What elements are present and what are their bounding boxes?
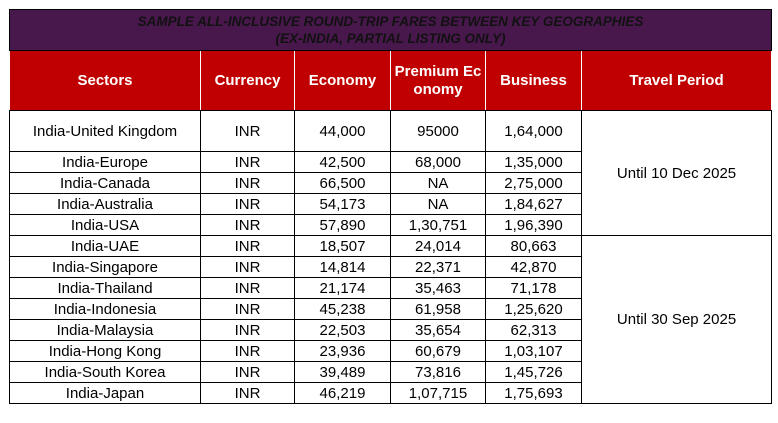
cell-business: 1,25,620 (486, 299, 582, 320)
table-row (10, 236, 772, 257)
cell-currency: INR (201, 278, 295, 299)
cell-economy: 44,000 (295, 111, 391, 152)
cell-premium-economy: 68,000 (391, 152, 486, 173)
cell-business: 1,64,000 (486, 111, 582, 152)
cell-sector: India-Indonesia (10, 299, 201, 320)
header-premium-economy: Premium Economy (391, 51, 486, 111)
cell-economy: 18,507 (295, 236, 391, 257)
cell-sector: India-UAE (10, 236, 201, 257)
cell-sector: India-Canada (10, 173, 201, 194)
cell-premium-economy: 1,30,751 (391, 215, 486, 236)
cell-premium-economy: NA (391, 173, 486, 194)
cell-currency: INR (201, 236, 295, 257)
cell-premium-economy: 95000 (391, 111, 486, 152)
cell-economy: 42,500 (295, 152, 391, 173)
cell-sector: India-Singapore (10, 257, 201, 278)
cell-business: 1,45,726 (486, 362, 582, 383)
header-business: Business (486, 51, 582, 111)
cell-sector: India-Hong Kong (10, 341, 201, 362)
cell-economy: 14,814 (295, 257, 391, 278)
cell-sector: India-USA (10, 215, 201, 236)
cell-business: 1,84,627 (486, 194, 582, 215)
table-title: SAMPLE ALL-INCLUSIVE ROUND-TRIP FARES BETWEEN KEY GEOGRAPHIES (137, 14, 644, 29)
cell-business: 62,313 (486, 320, 582, 341)
cell-premium-economy: 60,679 (391, 341, 486, 362)
cell-economy: 54,173 (295, 194, 391, 215)
cell-premium-economy: 73,816 (391, 362, 486, 383)
cell-economy: 57,890 (295, 215, 391, 236)
cell-premium-economy: 61,958 (391, 299, 486, 320)
cell-sector: India-Malaysia (10, 320, 201, 341)
cell-currency: INR (201, 152, 295, 173)
cell-travel-period: Until 10 Dec 2025 (582, 111, 772, 236)
header-sectors: Sectors (10, 51, 201, 111)
cell-currency: INR (201, 341, 295, 362)
cell-business: 80,663 (486, 236, 582, 257)
cell-currency: INR (201, 362, 295, 383)
fares-table (9, 9, 772, 404)
cell-currency: INR (201, 299, 295, 320)
cell-business: 1,35,000 (486, 152, 582, 173)
cell-economy: 22,503 (295, 320, 391, 341)
cell-travel-period: Until 30 Sep 2025 (582, 236, 772, 404)
table-subtitle: (EX-INDIA, PARTIAL LISTING ONLY) (275, 31, 506, 46)
cell-premium-economy: 22,371 (391, 257, 486, 278)
cell-business: 1,75,693 (486, 383, 582, 404)
cell-economy: 21,174 (295, 278, 391, 299)
cell-sector: India-Thailand (10, 278, 201, 299)
cell-currency: INR (201, 111, 295, 152)
cell-sector: India-Japan (10, 383, 201, 404)
cell-sector: India-Europe (10, 152, 201, 173)
cell-currency: INR (201, 383, 295, 404)
cell-economy: 46,219 (295, 383, 391, 404)
header-travel-period: Travel Period (582, 51, 772, 111)
cell-premium-economy: NA (391, 194, 486, 215)
cell-economy: 45,238 (295, 299, 391, 320)
cell-sector: India-United Kingdom (10, 111, 201, 152)
cell-business: 42,870 (486, 257, 582, 278)
cell-currency: INR (201, 257, 295, 278)
table-row (10, 111, 772, 152)
cell-sector: India-South Korea (10, 362, 201, 383)
fares-document (9, 9, 771, 414)
fare-rows (10, 111, 772, 404)
cell-economy: 39,489 (295, 362, 391, 383)
header-currency: Currency (201, 51, 295, 111)
cell-sector: India-Australia (10, 194, 201, 215)
cell-business: 1,03,107 (486, 341, 582, 362)
cell-business: 2,75,000 (486, 173, 582, 194)
cell-business: 1,96,390 (486, 215, 582, 236)
cell-economy: 66,500 (295, 173, 391, 194)
cell-premium-economy: 35,654 (391, 320, 486, 341)
table-title-banner (10, 10, 772, 51)
cell-premium-economy: 35,463 (391, 278, 486, 299)
cell-premium-economy: 24,014 (391, 236, 486, 257)
cell-currency: INR (201, 194, 295, 215)
cell-business: 71,178 (486, 278, 582, 299)
cell-economy: 23,936 (295, 341, 391, 362)
header-economy: Economy (295, 51, 391, 111)
cell-currency: INR (201, 173, 295, 194)
cell-premium-economy: 1,07,715 (391, 383, 486, 404)
cell-currency: INR (201, 215, 295, 236)
cell-currency: INR (201, 320, 295, 341)
header-row (10, 51, 772, 111)
